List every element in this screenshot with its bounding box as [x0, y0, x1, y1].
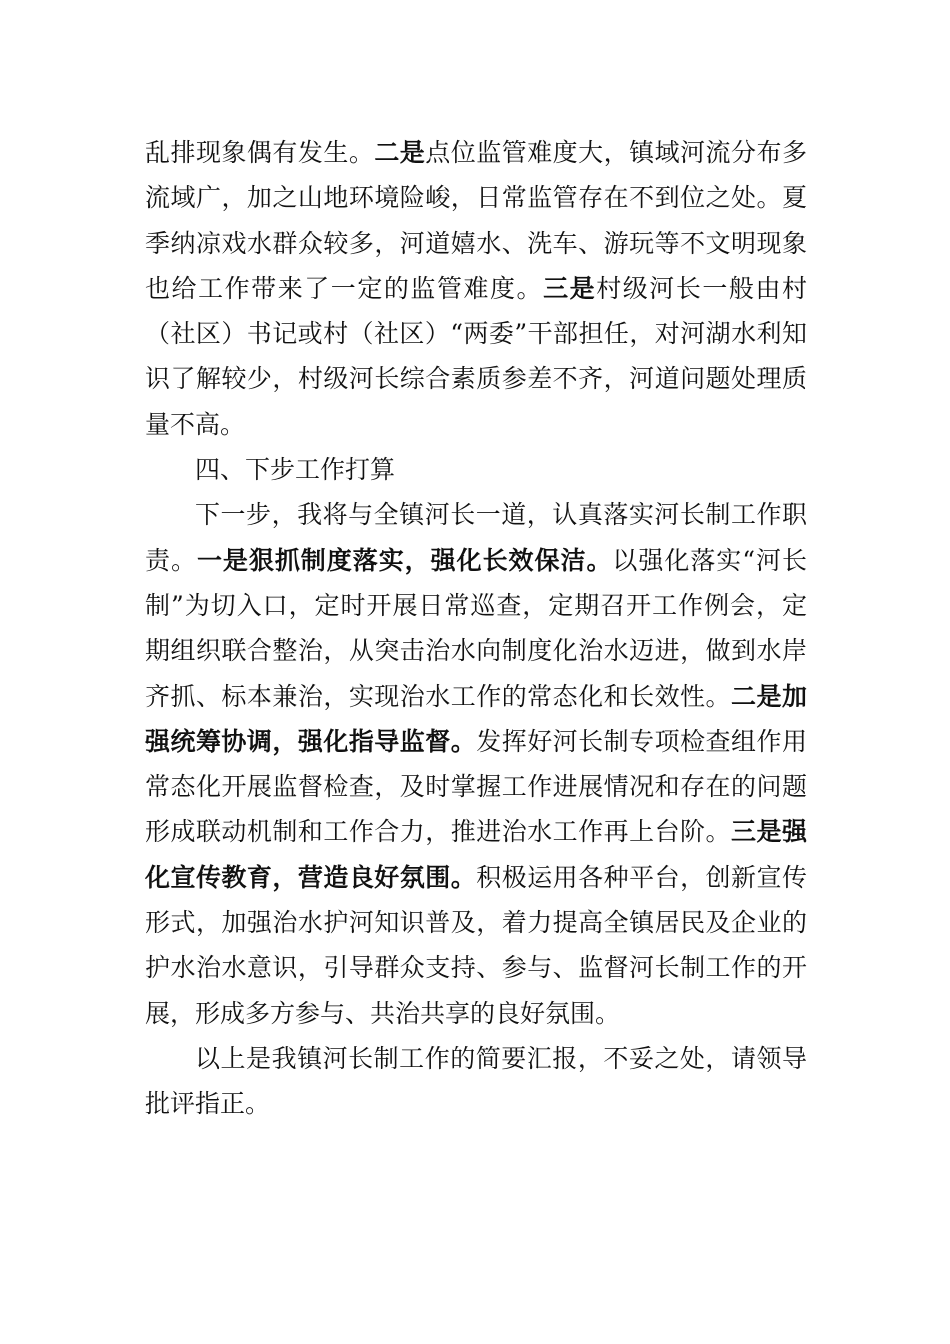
bold-run: 一是狠抓制度落实，强化长效保洁。	[196, 545, 613, 575]
section-heading	[145, 447, 807, 492]
text-run: 乱排现象偶有发生。	[145, 138, 375, 167]
text-run: 下一步，我将与全镇河长一道，认真落实河长制工作职责。	[145, 500, 807, 575]
bold-run: 三是强化宣传教育，营造良好氛围。	[145, 817, 807, 892]
bold-run: 三是	[543, 273, 597, 303]
document-page	[145, 130, 807, 1127]
text-run: 发挥好河长制专项检查组作用常态化开展监督检查，及时掌握工作进展情况和存在的问题形成联动机制和工作合力，推进治水工作再上台阶。	[145, 726, 807, 847]
paragraph-closing	[145, 1036, 807, 1127]
paragraph-problems	[145, 130, 807, 447]
text-run: 以上是我镇河长制工作的简要汇报，不妥之处，请领导批评指正。	[145, 1043, 807, 1119]
text-run: 以强化落实“河长制”为切入口，定时开展日常巡查，定期召开工作例会，定期组织联合整治，从突击治水向制度化治水迈进，做到水岸齐抓、标本兼治，实现治水工作的常态化和长效性。	[145, 545, 807, 711]
text-run: 点位监管难度大，镇域河流分布多流域广，加之山地环境险峻，日常监管存在不到位之处。夏季纳凉戏水群众较多，河道嬉水、洗车、游玩等不文明现象也给工作带来了一定的监管难度。	[145, 138, 807, 303]
text-run: 村级河长一般由村（社区）书记或村（社区）“两委”干部担任，对河湖水利知识了解较少，村级河长综合素质参差不齐，河道问题处理质量不高。	[145, 273, 807, 439]
heading-text: 四、下步工作打算	[195, 455, 396, 485]
paragraph-next-steps	[145, 492, 807, 1036]
text-run: 积极运用各种平台，创新宣传形式，加强治水护河知识普及，着力提高全镇居民及企业的护水治水意识，引导群众支持、参与、监督河长制工作的开展，形成多方参与、共治共享的良好氛围。	[145, 862, 807, 1028]
bold-run: 二是加强统筹协调，强化指导监督。	[145, 681, 807, 756]
bold-run: 二是	[374, 138, 426, 167]
